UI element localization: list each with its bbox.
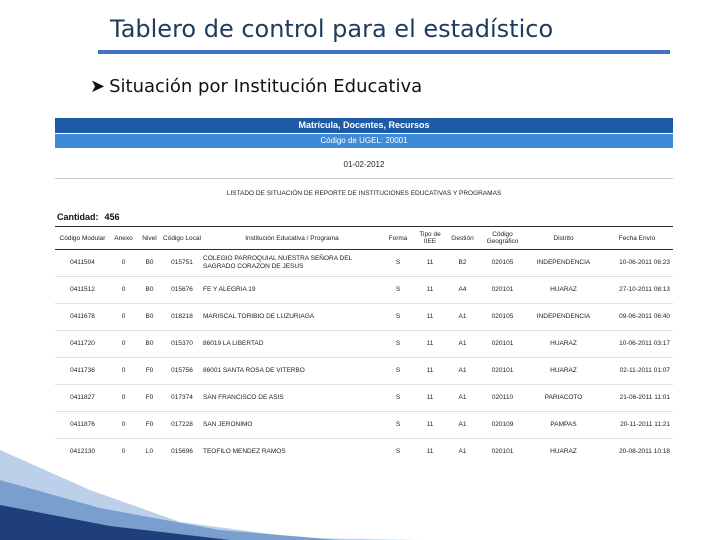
- table-cell: 015751: [162, 250, 202, 277]
- table-cell: HUARAZ: [526, 358, 601, 385]
- table-cell: INDEPENDENCIA: [526, 304, 601, 331]
- table-cell: MARISCAL TORIBIO DE LUZURIAGA: [202, 304, 382, 331]
- table-cell: A1: [446, 358, 479, 385]
- table-cell: 21-06-2011 11:01: [601, 385, 673, 412]
- col-header: Institución Educativa / Programa: [202, 227, 382, 250]
- report-subheader: Código de UGEL: 20001: [55, 133, 673, 148]
- table-cell: 0: [110, 412, 137, 439]
- table-cell: A1: [446, 304, 479, 331]
- table-cell: 015370: [162, 331, 202, 358]
- table-cell: 10-06-2011 06:23: [601, 250, 673, 277]
- bullet-point: [90, 76, 422, 97]
- table-cell: 0411827: [55, 385, 110, 412]
- report-screenshot: [55, 118, 673, 456]
- table-cell: 10-06-2011 03:17: [601, 331, 673, 358]
- table-cell: A1: [446, 331, 479, 358]
- table-cell: PAMPAS: [526, 412, 601, 439]
- table-cell: COLEGIO PARROQUIAL NUESTRA SEÑORA DEL SAGRADO CORAZON DE JESUS: [202, 250, 382, 277]
- table-cell: A1: [446, 439, 479, 457]
- title-underline: [98, 50, 670, 54]
- table-cell: 018218: [162, 304, 202, 331]
- table-cell: 0: [110, 385, 137, 412]
- slide-title: Tablero de control para el estadístico: [110, 15, 554, 43]
- table-cell: F0: [137, 385, 162, 412]
- table-row: [55, 331, 673, 358]
- report-date: 01-02-2012: [343, 160, 385, 169]
- table-cell: S: [382, 331, 414, 358]
- table-cell: 11: [414, 277, 446, 304]
- table-cell: B2: [446, 250, 479, 277]
- col-header: Código Local: [162, 227, 202, 250]
- table-cell: 015696: [162, 439, 202, 457]
- table-cell: B0: [137, 331, 162, 358]
- table-cell: L0: [137, 439, 162, 457]
- col-header: Fecha Envío: [601, 227, 673, 250]
- table-row: [55, 358, 673, 385]
- table-cell: 20-11-2011 11:21: [601, 412, 673, 439]
- table-cell: S: [382, 250, 414, 277]
- col-header: Tipo de IIEE: [414, 227, 446, 250]
- table-cell: 11: [414, 304, 446, 331]
- table-cell: HUARAZ: [526, 277, 601, 304]
- table-cell: 020105: [479, 250, 526, 277]
- count-value: 456: [104, 212, 120, 222]
- table-cell: S: [382, 439, 414, 457]
- col-header: Nivel: [137, 227, 162, 250]
- table-cell: 0411678: [55, 304, 110, 331]
- table-row: [55, 250, 673, 277]
- corner-decoration: [0, 450, 420, 540]
- col-header: Anexo: [110, 227, 137, 250]
- report-header: Matrícula, Docentes, Recursos: [55, 118, 673, 133]
- count-line: [57, 212, 673, 224]
- table-cell: B0: [137, 250, 162, 277]
- table-cell: INDEPENDENCIA: [526, 250, 601, 277]
- arrow-bullet-icon: ➤: [90, 76, 106, 97]
- table-cell: 09-06-2011 06:40: [601, 304, 673, 331]
- table-cell: F0: [137, 412, 162, 439]
- table-cell: 0412130: [55, 439, 110, 457]
- table-row: [55, 304, 673, 331]
- col-header: Forma: [382, 227, 414, 250]
- table-cell: 11: [414, 412, 446, 439]
- table-cell: S: [382, 385, 414, 412]
- table-cell: 11: [414, 439, 446, 457]
- table-row: [55, 412, 673, 439]
- table-cell: 017374: [162, 385, 202, 412]
- table-cell: 015756: [162, 358, 202, 385]
- table-cell: HUARAZ: [526, 331, 601, 358]
- col-header: Distrito: [526, 227, 601, 250]
- table-cell: SAN FRANCISCO DE ASIS: [202, 385, 382, 412]
- table-row: [55, 385, 673, 412]
- bullet-text: Situación por Institución Educativa: [109, 76, 423, 97]
- table-cell: A4: [446, 277, 479, 304]
- table-cell: S: [382, 412, 414, 439]
- divider: [55, 178, 673, 179]
- table-cell: 015676: [162, 277, 202, 304]
- institutions-table: [55, 226, 673, 456]
- table-cell: 020109: [479, 412, 526, 439]
- table-cell: 017228: [162, 412, 202, 439]
- table-cell: 020101: [479, 331, 526, 358]
- table-cell: 0: [110, 304, 137, 331]
- table-cell: A1: [446, 385, 479, 412]
- table-cell: B0: [137, 277, 162, 304]
- table-cell: 0411876: [55, 412, 110, 439]
- table-cell: SAN JERONIMO: [202, 412, 382, 439]
- table-cell: 0411720: [55, 331, 110, 358]
- listing-title: LISTADO DE SITUACIÓN DE REPORTE DE INSTITUCIONES EDUCATIVAS Y PROGRAMAS: [226, 190, 502, 197]
- table-cell: 0: [110, 331, 137, 358]
- table-cell: 020101: [479, 277, 526, 304]
- col-header: Código Modular: [55, 227, 110, 250]
- table-cell: 020110: [479, 385, 526, 412]
- table-cell: 11: [414, 358, 446, 385]
- table-cell: A1: [446, 412, 479, 439]
- table-body: [55, 250, 673, 457]
- table-cell: TEOFILO MENDEZ RAMOS: [202, 439, 382, 457]
- table-cell: HUARAZ: [526, 439, 601, 457]
- table-header-row: [55, 227, 673, 250]
- table-cell: F0: [137, 358, 162, 385]
- col-header: Gestión: [446, 227, 479, 250]
- table-cell: 020101: [479, 439, 526, 457]
- table-cell: 0411736: [55, 358, 110, 385]
- table-cell: S: [382, 277, 414, 304]
- table-cell: 86019 LA LIBERTAD: [202, 331, 382, 358]
- table-cell: 0: [110, 250, 137, 277]
- table-cell: 11: [414, 331, 446, 358]
- col-header: Código Geográfico: [479, 227, 526, 250]
- table-cell: 02-11-2011 01:07: [601, 358, 673, 385]
- table-row: [55, 277, 673, 304]
- table-cell: 0411512: [55, 277, 110, 304]
- table-cell: FE Y ALEGRIA 19: [202, 277, 382, 304]
- table-cell: 0: [110, 358, 137, 385]
- table-cell: S: [382, 304, 414, 331]
- table-cell: 020105: [479, 304, 526, 331]
- table-cell: 20-08-2011 10:18: [601, 439, 673, 457]
- table-cell: 11: [414, 250, 446, 277]
- table-cell: 86001 SANTA ROSA DE VITERBO: [202, 358, 382, 385]
- table-cell: S: [382, 358, 414, 385]
- table-cell: 020101: [479, 358, 526, 385]
- count-label: Cantidad:: [57, 212, 99, 222]
- table-cell: 27-10-2011 08:13: [601, 277, 673, 304]
- table-cell: B0: [137, 304, 162, 331]
- table-cell: 0411504: [55, 250, 110, 277]
- table-cell: 11: [414, 385, 446, 412]
- table-cell: 0: [110, 277, 137, 304]
- table-cell: 0: [110, 439, 137, 457]
- table-cell: PARIACOTO: [526, 385, 601, 412]
